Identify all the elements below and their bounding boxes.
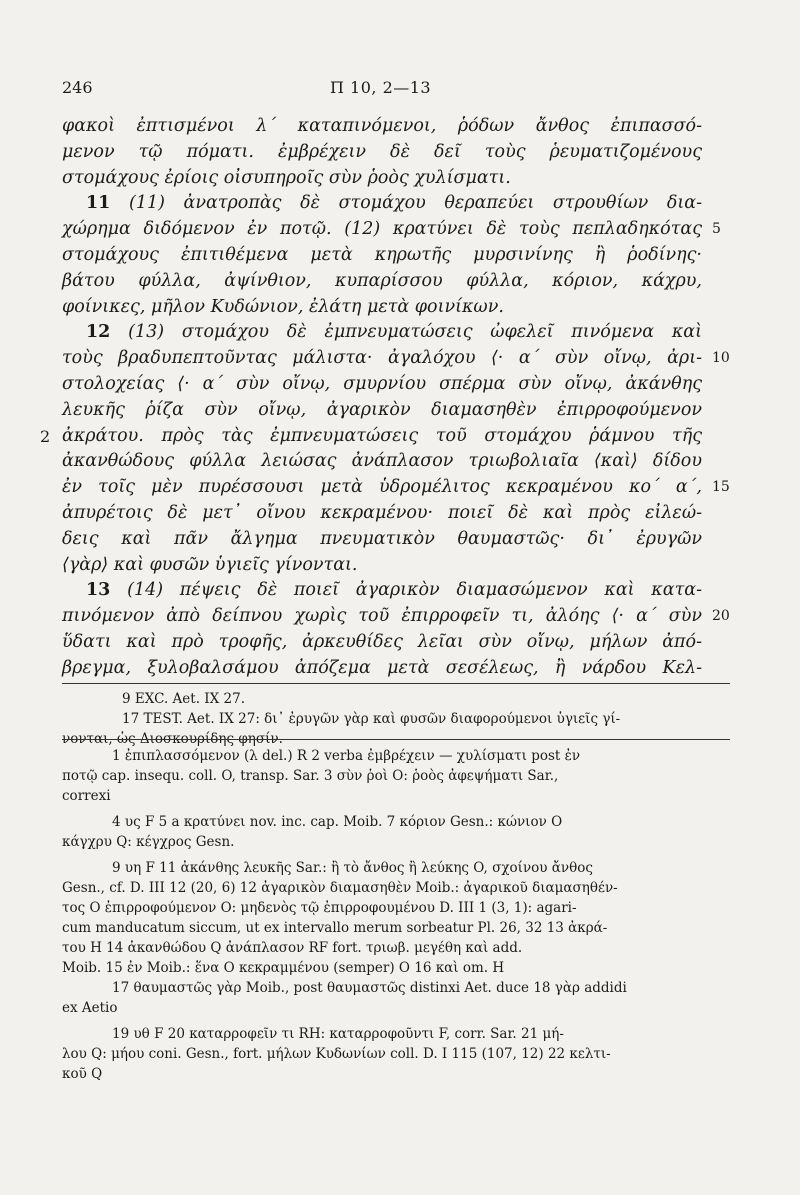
apparatus-line: cum manducatum siccum, ut ex intervallo merum sorbeatur Pl. 26, 32 13 ἀκρά-	[62, 920, 608, 936]
apparatus-line: λου Q: μήου coni. Gesn., fort. μήλων Κυδωνίων coll. D. I 115 (107, 12) 22 κελτι-	[62, 1046, 611, 1062]
line-text: χώρημα διδόμενον ἐν ποτῷ. (12) κρατύνει δὲ τοὺς πεπλαδηκότας	[62, 219, 702, 240]
line-text: (14) πέψεις δὲ ποιεῖ ἀγαρικὸν διαμασώμενον καὶ κατα-	[127, 580, 702, 601]
section-number: 13	[86, 580, 111, 601]
text-line	[62, 553, 702, 579]
line-text: ⟨γὰρ⟩ καὶ φυσῶν ὑγιεῖς γίνονται.	[62, 554, 358, 575]
apparatus-line: ποτῷ cap. insequ. coll. O, transp. Sar. 3 σὺν ῥοὶ O: ῥοὸς ἀφεψήματι Sar.,	[62, 768, 559, 784]
line-text: ἀκανθώδους φύλλα λειώσας ἀνάπλασον τριωβολιαῖα ⟨καὶ⟩ δίδου	[62, 451, 702, 472]
line-text: βρεγμα, ξυλοβαλσάμου ἀπόζεμα μετὰ σεσέλεως, ἢ νάρδου Κελ-	[62, 657, 702, 678]
text-line	[62, 527, 702, 553]
text-line	[62, 398, 702, 424]
line-text: (11) ἀνατροπὰς δὲ στομάχου θεραπεύει στρουθίων δια-	[129, 193, 702, 214]
line-text: λευκῆς ῥίζα σὺν οἴνῳ, ἀγαρικὸν διαμασηθὲν ἐπιρροφούμενον	[62, 399, 702, 420]
text-line	[62, 140, 702, 166]
text-line	[62, 656, 702, 682]
line-number: 5	[712, 221, 721, 238]
divider-rule	[62, 683, 730, 684]
divider-rule	[62, 739, 730, 740]
line-text: φακοὶ ἐπτισμένοι λ΄ καταπινόμενοι, ῥόδων ἄνθος ἐπιπασσό-	[62, 116, 702, 136]
text-line	[62, 475, 730, 501]
text-line	[62, 372, 702, 398]
text-line	[62, 320, 702, 346]
section-number: 11	[86, 193, 111, 214]
line-number: 20	[712, 608, 730, 625]
apparatus-line: 9 υη F 11 ἀκάνθης λευκῆς Sar.: ἢ τὸ ἄνθος ἢ λεύκης O, σχοίνου ἄνθος	[112, 860, 593, 876]
testimonia-line: 17 TEST. Aet. IX 27: δι᾽ ἐρυγῶν γὰρ καὶ φυσῶν διαφορούμενοι ὑγιεῖς γί-	[122, 711, 621, 727]
line-text: (13) στομάχου δὲ ἐμπνευματώσεις ὠφελεῖ πινόμενα καὶ	[128, 322, 702, 343]
text-line	[62, 578, 702, 604]
text-line	[62, 630, 702, 656]
apparatus-line: Gesn., cf. D. III 12 (20, 6) 12 ἀγαρικὸν διαμασηθὲν Moib.: ἀγαρικοῦ διαμασηθέν-	[62, 880, 618, 896]
text-line	[62, 217, 721, 243]
line-text: στομάχους ἐπιτιθέμενα μετὰ κηρωτῆς μυρσινίνης ἢ ῥοδίνης·	[62, 244, 702, 265]
line-text: τοὺς βραδυπεπτοῦντας μάλιστα· ἀγαλόχου ⟨· α΄ σὺν οἴνῳ, ἀρι-	[62, 348, 702, 369]
line-text: ἀπυρέτοις δὲ μετ᾽ οἴνου κεκραμένου· ποιεῖ δὲ καὶ πρὸς εἰλεώ-	[62, 502, 702, 523]
apparatus-line: 4 υς F 5 a κρατύνει nov. inc. cap. Moib. 7 κόριον Gesn.: κώνιον O	[112, 814, 563, 830]
line-text: στολοχείας ⟨· α΄ σὺν οἴνῳ, σμυρνίου σπέρμα σὺν οἴνῳ, ἀκάνθης	[62, 373, 702, 394]
page-number: 246	[62, 78, 93, 97]
line-text: ἐν τοῖς μὲν πυρέσσουσι μετὰ ὑδρομέλιτος κεκραμένου κο΄ α΄,	[62, 477, 702, 498]
text-line	[62, 295, 702, 321]
line-number: 10	[712, 350, 730, 367]
apparatus-line: 19 υθ F 20 καταρροφεῖν τι RH: καταρροφοῦντι F, corr. Sar. 21 μή-	[112, 1026, 564, 1042]
line-text: μενον τῷ πόματι. ἐμβρέχειν δὲ δεῖ τοὺς ῥευματιζομένους	[62, 141, 702, 162]
testimonia-apparatus	[62, 689, 730, 749]
chapter-reference: Π 10, 2—13	[330, 78, 432, 97]
apparatus-line: τος O ἐπιρροφούμενον O: μηδενὸς τῷ ἐπιρροφουμένου D. III 1 (3, 1): agari-	[62, 900, 577, 916]
text-line	[62, 269, 702, 295]
apparatus-line: ex Aetio	[62, 1000, 118, 1016]
text-line	[62, 449, 702, 475]
apparatus-line: 1 ἐπιπλασσόμενον (λ del.) R 2 verba ἐμβρέχειν — χυλίσματι post ἐν	[112, 748, 581, 764]
text-line	[62, 346, 730, 372]
critical-apparatus	[62, 746, 730, 1084]
apparatus-line: 17 θαυμαστῶς γὰρ Moib., post θαυμαστῶς distinxi Aet. duce 18 γὰρ addidi	[112, 980, 627, 996]
testimonia-line: νονται, ὡς Διοσκουρίδης φησίν.	[62, 731, 283, 747]
apparatus-line: κάγχρυ Q: κέγχρος Gesn.	[62, 834, 235, 850]
text-line	[62, 191, 702, 217]
margin-number: 2	[40, 426, 51, 446]
line-number: 15	[712, 479, 730, 496]
text-line	[62, 501, 702, 527]
testimonia-line: 9 EXC. Aet. IX 27.	[122, 691, 245, 707]
main-text	[40, 114, 730, 682]
text-line	[40, 424, 702, 450]
line-text: πινόμενον ἀπὸ δείπνου χωρὶς τοῦ ἐπιρροφεῖν τι, ἀλόης ⟨· α΄ σὺν	[62, 606, 702, 627]
text-line	[62, 243, 702, 269]
text-line	[62, 166, 702, 192]
line-text: φοίνικες, μῆλον Κυδώνιον, ἐλάτη μετὰ φοινίκων.	[62, 296, 504, 317]
apparatus-line: correxi	[62, 788, 111, 804]
apparatus-line: κοῦ Q	[62, 1066, 103, 1082]
apparatus-line: Moib. 15 ἐν Moib.: ἕνα O κεκραμμένου (semper) O 16 καὶ om. H	[62, 960, 505, 976]
section-number: 12	[86, 322, 111, 343]
apparatus-line: του H 14 ἀκανθώδου Q ἀνάπλασον RF fort. τριωβ. μεγέθη καὶ add.	[62, 940, 523, 956]
running-head	[62, 78, 702, 104]
text-line	[62, 604, 730, 630]
line-text: στομάχους ἐρίοις οἰσυπηροῖς σὺν ῥοὸς χυλίσματι.	[62, 167, 511, 188]
line-text: δεις καὶ πᾶν ἄλγημα πνευματικὸν θαυμαστῶς· δι᾽ ἐρυγῶν	[62, 528, 702, 549]
line-text: ὕδατι καὶ πρὸ τροφῆς, ἀρκευθίδες λεῖαι σὺν οἴνῳ, μήλων ἀπό-	[62, 631, 702, 652]
text-line	[62, 114, 702, 140]
line-text: βάτου φύλλα, ἀψίνθιον, κυπαρίσσου φύλλα, κόριον, κάχρυ,	[62, 270, 702, 291]
line-text: ἀκράτου. πρὸς τὰς ἐμπνευματώσεις τοῦ στομάχου ῥάμνου τῆς	[62, 425, 702, 446]
